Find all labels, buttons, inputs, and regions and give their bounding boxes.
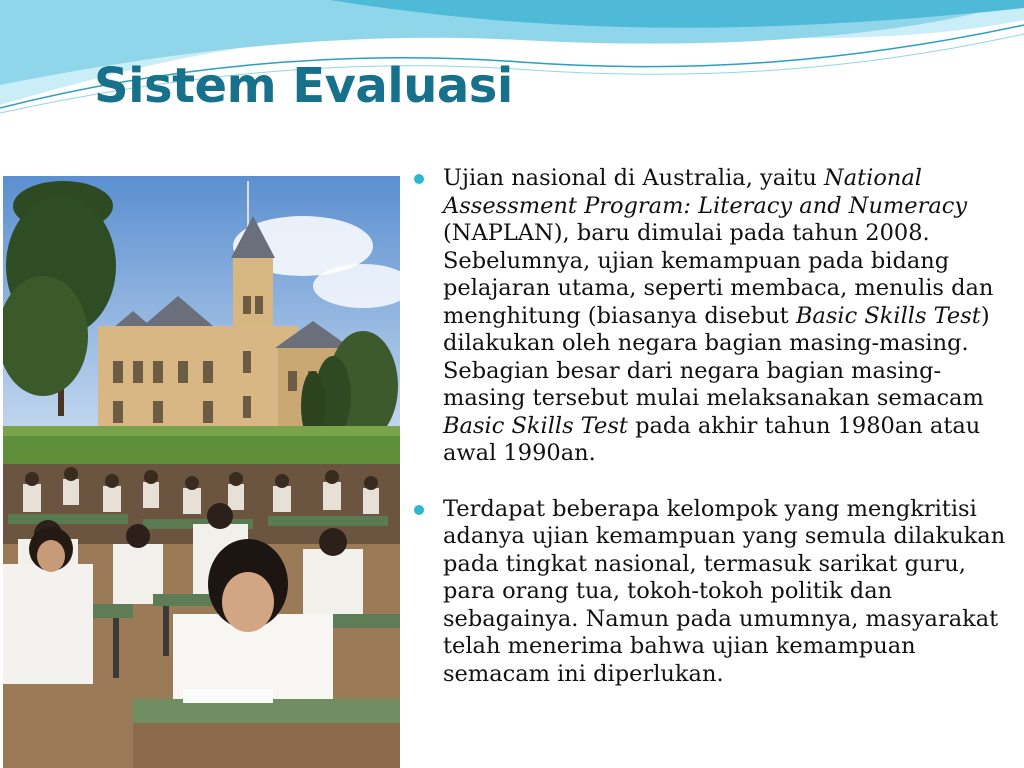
italic-term: Basic Skills Test: [443, 412, 628, 439]
bullet-item: [411, 496, 1011, 689]
bullet-item: [411, 165, 1011, 468]
bullet-text: [443, 496, 1005, 687]
text-run: Terdapat beberapa kelompok yang mengkritisi adanya ujian kemampuan yang semula dilakukan pada tingkat nasional, termasuk sarikat guru, para orang tua, tokoh-tokoh politik dan sebagainya. Namun pada umumnya, masyarakat telah menerima bahwa ujian kemampuan semacam ini diperlukan.: [443, 495, 1006, 687]
bullet-list: [411, 165, 1011, 688]
text-run: Ujian nasional di Australia, yaitu: [443, 165, 825, 191]
text-run: pada akhir tahun 1980an atau awal 1990an.: [443, 412, 981, 466]
bullet-dot-icon: [414, 174, 424, 184]
italic-term: National Assessment Program: Literacy and Numeracy: [443, 165, 968, 219]
text-run: ) dilakukan oleh negara bagian masing-masing. Sebagian besar dari negara bagian masing-masing tersebut mulai melaksanakan semacam: [443, 302, 990, 411]
bullet-text: [443, 165, 993, 466]
bullet-dot-icon: [414, 505, 424, 515]
exam-hall-photo: [3, 464, 400, 768]
school-building-photo: [3, 176, 400, 464]
italic-term: Basic Skills Test: [795, 302, 981, 329]
page-title: Sistem Evaluasi: [94, 58, 513, 114]
text-run: (NAPLAN), baru dimulai pada tahun 2008. Sebelumnya, ujian kemampuan pada bidang pelajaran utama, seperti membaca, menulis dan menghitung (biasanya disebut: [443, 220, 994, 329]
